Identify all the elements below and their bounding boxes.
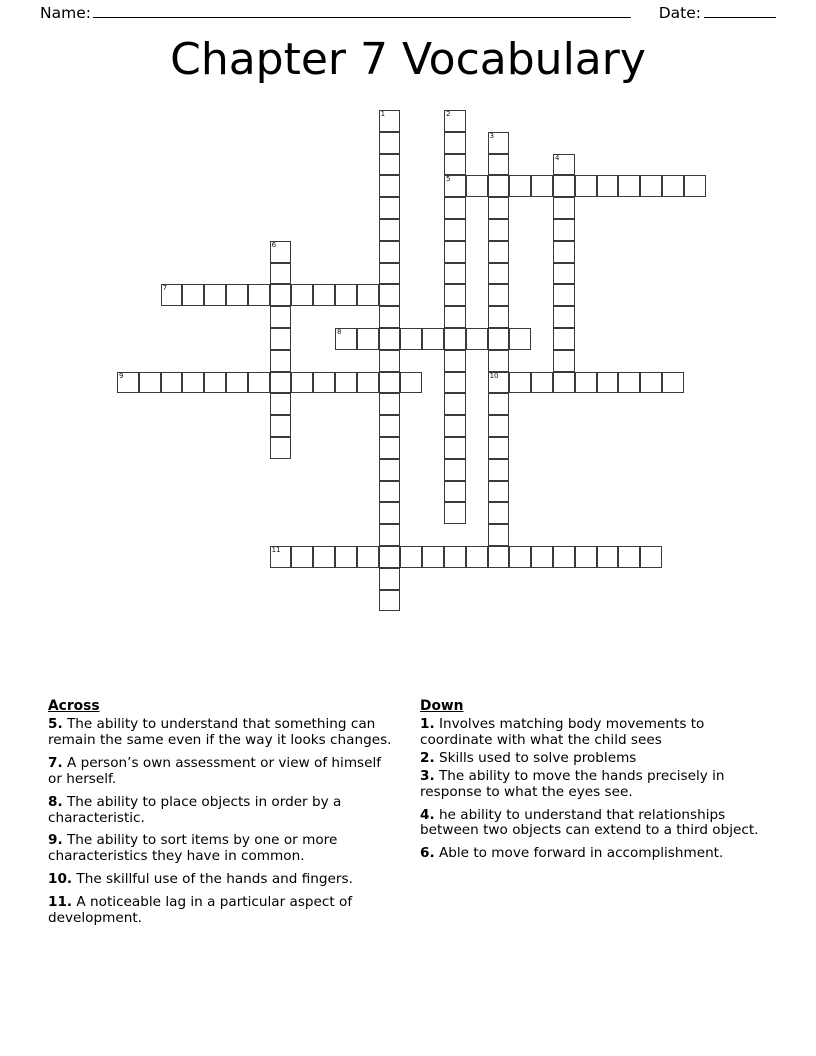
grid-cell[interactable] (379, 284, 401, 306)
across-column (48, 698, 398, 934)
grid-cell[interactable] (444, 328, 466, 350)
cell-number: 8 (337, 328, 342, 336)
grid-cell[interactable] (270, 306, 292, 328)
grid-cell[interactable] (597, 175, 619, 197)
grid-cell[interactable] (379, 306, 401, 328)
grid-cell[interactable] (379, 219, 401, 241)
across-clue-list (48, 717, 398, 927)
across-clue-number: 8. (48, 793, 63, 810)
grid-cell[interactable] (684, 175, 706, 197)
grid-cell[interactable] (444, 393, 466, 415)
grid-cell[interactable] (531, 546, 553, 568)
grid-cell[interactable] (379, 241, 401, 263)
grid-cell[interactable] (509, 328, 531, 350)
grid-cell[interactable] (270, 241, 292, 263)
grid-cell[interactable] (531, 175, 553, 197)
across-clue-text: A noticeable lag in a particular aspect of development. (48, 894, 353, 927)
grid-cell[interactable] (379, 415, 401, 437)
grid-cell[interactable] (444, 350, 466, 372)
grid-cell[interactable] (444, 154, 466, 176)
grid-cell[interactable] (270, 372, 292, 394)
grid-cell[interactable] (270, 437, 292, 459)
grid-cell[interactable] (618, 175, 640, 197)
grid-cell[interactable] (488, 524, 510, 546)
down-clue (420, 717, 776, 749)
grid-cell[interactable] (662, 175, 684, 197)
grid-cell[interactable] (553, 154, 575, 176)
grid-cell[interactable] (270, 546, 292, 568)
grid-cell[interactable] (575, 546, 597, 568)
grid-cell[interactable] (575, 175, 597, 197)
grid-cell[interactable] (379, 393, 401, 415)
across-clue-text: The ability to understand that something can remain the same even if the way it looks changes. (48, 716, 392, 749)
cell-number: 11 (271, 546, 281, 554)
grid-cell[interactable] (422, 328, 444, 350)
grid-cell[interactable] (248, 284, 270, 306)
cell-number: 5 (446, 175, 451, 184)
grid-cell[interactable] (444, 263, 466, 285)
grid-cell[interactable] (379, 175, 401, 197)
grid-cell[interactable] (444, 284, 466, 306)
cell-number: 2 (446, 110, 451, 118)
grid-cell[interactable] (400, 546, 422, 568)
name-input-rule[interactable] (93, 4, 631, 18)
down-clue (420, 751, 776, 767)
grid-cell[interactable] (270, 415, 292, 437)
grid-cell[interactable] (139, 372, 161, 394)
grid-cell[interactable] (488, 481, 510, 503)
grid-cell[interactable] (379, 546, 401, 568)
down-clue-text: Able to move forward in accomplishment. (434, 845, 724, 862)
grid-cell[interactable] (597, 546, 619, 568)
grid-cell[interactable] (161, 284, 183, 306)
grid-cell[interactable] (444, 481, 466, 503)
grid-cell[interactable] (335, 546, 357, 568)
across-clue-number: 7. (48, 754, 63, 771)
grid-cell[interactable] (379, 459, 401, 481)
grid-cell[interactable] (618, 546, 640, 568)
cell-number: 9 (119, 371, 124, 380)
grid-cell[interactable] (226, 284, 248, 306)
down-clue-text: The ability to move the hands precisely in response to what the eyes see. (420, 767, 725, 800)
grid-cell[interactable] (379, 568, 401, 590)
across-clue-text: The ability to place objects in order by a characteristic. (48, 793, 342, 826)
grid-cell[interactable] (488, 415, 510, 437)
across-clue (48, 872, 398, 888)
grid-cell[interactable] (444, 437, 466, 459)
name-label: Name: (40, 4, 91, 22)
down-clue-number: 1. (420, 716, 435, 733)
grid-cell[interactable] (379, 590, 401, 612)
grid-cell[interactable] (488, 306, 510, 328)
grid-cell[interactable] (270, 263, 292, 285)
grid-cell[interactable] (400, 328, 422, 350)
down-clue-text: Skills used to solve problems (434, 749, 637, 766)
across-clue (48, 795, 398, 827)
grid-cell[interactable] (488, 459, 510, 481)
grid-cell[interactable] (117, 372, 139, 394)
cell-number: 6 (271, 240, 277, 249)
grid-cell[interactable] (553, 175, 575, 197)
grid-cell[interactable] (270, 284, 292, 306)
grid-cell[interactable] (379, 481, 401, 503)
grid-cell[interactable] (204, 372, 226, 394)
grid-cell[interactable] (335, 284, 357, 306)
grid-cell[interactable] (291, 284, 313, 306)
across-clue-text: The skillful use of the hands and fingers. (72, 871, 353, 888)
grid-cell[interactable] (379, 263, 401, 285)
date-input-rule[interactable] (704, 4, 776, 18)
grid-cell[interactable] (466, 175, 488, 197)
across-clue (48, 833, 398, 865)
down-clue-number: 4. (420, 806, 435, 823)
grid-cell[interactable] (618, 372, 640, 394)
grid-cell[interactable] (640, 372, 662, 394)
grid-cell[interactable] (270, 328, 292, 350)
grid-cell[interactable] (291, 372, 313, 394)
cell-number: 10 (489, 371, 499, 380)
grid-cell[interactable] (379, 372, 401, 394)
across-clue (48, 717, 398, 749)
grid-cell[interactable] (488, 263, 510, 285)
grid-cell[interactable] (204, 284, 226, 306)
across-clue-text: A person’s own assessment or view of himself or herself. (48, 754, 382, 787)
grid-cell[interactable] (553, 546, 575, 568)
grid-cell[interactable] (488, 197, 510, 219)
grid-cell[interactable] (379, 350, 401, 372)
grid-cell[interactable] (379, 132, 401, 154)
grid-cell[interactable] (553, 241, 575, 263)
grid-cell[interactable] (444, 175, 466, 197)
grid-cell[interactable] (488, 393, 510, 415)
down-clue-number: 3. (420, 767, 435, 784)
grid-cell[interactable] (444, 241, 466, 263)
grid-cell[interactable] (488, 546, 510, 568)
down-clue-number: 2. (420, 749, 435, 766)
cell-number: 3 (489, 131, 495, 140)
grid-cell[interactable] (509, 546, 531, 568)
grid-cell[interactable] (575, 372, 597, 394)
grid-cell[interactable] (553, 328, 575, 350)
grid-cell[interactable] (357, 546, 379, 568)
grid-cell[interactable] (466, 546, 488, 568)
grid-cell[interactable] (357, 284, 379, 306)
across-clue-number: 10. (48, 871, 73, 888)
grid-cell[interactable] (509, 372, 531, 394)
grid-cell[interactable] (379, 437, 401, 459)
date-label: Date: (658, 4, 701, 22)
grid-cell[interactable] (509, 175, 531, 197)
grid-cell[interactable] (553, 284, 575, 306)
across-clue (48, 895, 398, 927)
grid-cell[interactable] (313, 372, 335, 394)
grid-cell[interactable] (444, 197, 466, 219)
grid-cell[interactable] (444, 372, 466, 394)
grid-cell[interactable] (270, 393, 292, 415)
cell-number: 1 (380, 110, 386, 118)
across-heading: Across (48, 698, 100, 714)
grid-cell[interactable] (444, 306, 466, 328)
grid-cell[interactable] (313, 546, 335, 568)
grid-cell[interactable] (182, 284, 204, 306)
grid-cell[interactable] (379, 524, 401, 546)
down-clue-list (420, 717, 776, 862)
grid-cell[interactable] (488, 437, 510, 459)
cell-number: 7 (162, 284, 168, 293)
grid-cell[interactable] (335, 372, 357, 394)
crossword-grid[interactable] (117, 110, 717, 620)
grid-cell[interactable] (553, 219, 575, 241)
grid-cell[interactable] (553, 350, 575, 372)
down-column (420, 698, 776, 934)
grid-cell[interactable] (444, 132, 466, 154)
grid-cell[interactable] (400, 372, 422, 394)
grid-cell[interactable] (488, 154, 510, 176)
grid-cell[interactable] (488, 350, 510, 372)
grid-cell[interactable] (313, 284, 335, 306)
across-clue-number: 9. (48, 832, 63, 849)
grid-cell[interactable] (488, 175, 510, 197)
down-clue (420, 808, 776, 840)
across-clue-number: 11. (48, 894, 73, 911)
grid-cell[interactable] (640, 175, 662, 197)
grid-cell[interactable] (444, 415, 466, 437)
grid-cell[interactable] (488, 328, 510, 350)
down-clue (420, 846, 776, 862)
grid-cell[interactable] (379, 502, 401, 524)
grid-cell[interactable] (161, 372, 183, 394)
grid-cell[interactable] (182, 372, 204, 394)
across-clue-text: The ability to sort items by one or more characteristics they have in common. (48, 832, 338, 865)
grid-cell[interactable] (270, 350, 292, 372)
across-clue (48, 756, 398, 788)
grid-cell[interactable] (291, 546, 313, 568)
grid-cell[interactable] (488, 132, 510, 154)
grid-cell[interactable] (379, 154, 401, 176)
grid-cell[interactable] (553, 372, 575, 394)
down-clue-text: Involves matching body movements to coordinate with what the child sees (420, 716, 705, 749)
grid-cell[interactable] (488, 241, 510, 263)
grid-cell[interactable] (444, 110, 466, 132)
grid-cell[interactable] (553, 306, 575, 328)
grid-cell[interactable] (488, 219, 510, 241)
grid-cell[interactable] (422, 546, 444, 568)
down-clue-text: he ability to understand that relationships between two objects can extend to a third object. (420, 806, 759, 839)
grid-cell[interactable] (379, 197, 401, 219)
grid-cell[interactable] (335, 328, 357, 350)
grid-cell[interactable] (248, 372, 270, 394)
across-clue-number: 5. (48, 716, 63, 733)
grid-cell[interactable] (226, 372, 248, 394)
grid-cell[interactable] (357, 372, 379, 394)
page-title: Chapter 7 Vocabulary (170, 34, 646, 85)
grid-cell[interactable] (488, 372, 510, 394)
grid-cell[interactable] (466, 328, 488, 350)
grid-cell[interactable] (488, 284, 510, 306)
grid-cell[interactable] (357, 328, 379, 350)
down-clue (420, 769, 776, 801)
grid-cell[interactable] (531, 372, 553, 394)
grid-cell[interactable] (444, 502, 466, 524)
grid-cell[interactable] (444, 546, 466, 568)
grid-cell[interactable] (379, 110, 401, 132)
down-heading: Down (420, 698, 464, 714)
cell-number: 4 (555, 153, 560, 162)
grid-cell[interactable] (379, 328, 401, 350)
down-clue-number: 6. (420, 845, 435, 862)
grid-cell[interactable] (444, 219, 466, 241)
grid-cell[interactable] (640, 546, 662, 568)
name-date-line (0, 0, 816, 22)
grid-cell[interactable] (553, 263, 575, 285)
grid-cell[interactable] (662, 372, 684, 394)
clues-section (48, 698, 778, 934)
grid-cell[interactable] (444, 459, 466, 481)
grid-cell[interactable] (488, 502, 510, 524)
grid-cell[interactable] (553, 197, 575, 219)
grid-cell[interactable] (597, 372, 619, 394)
